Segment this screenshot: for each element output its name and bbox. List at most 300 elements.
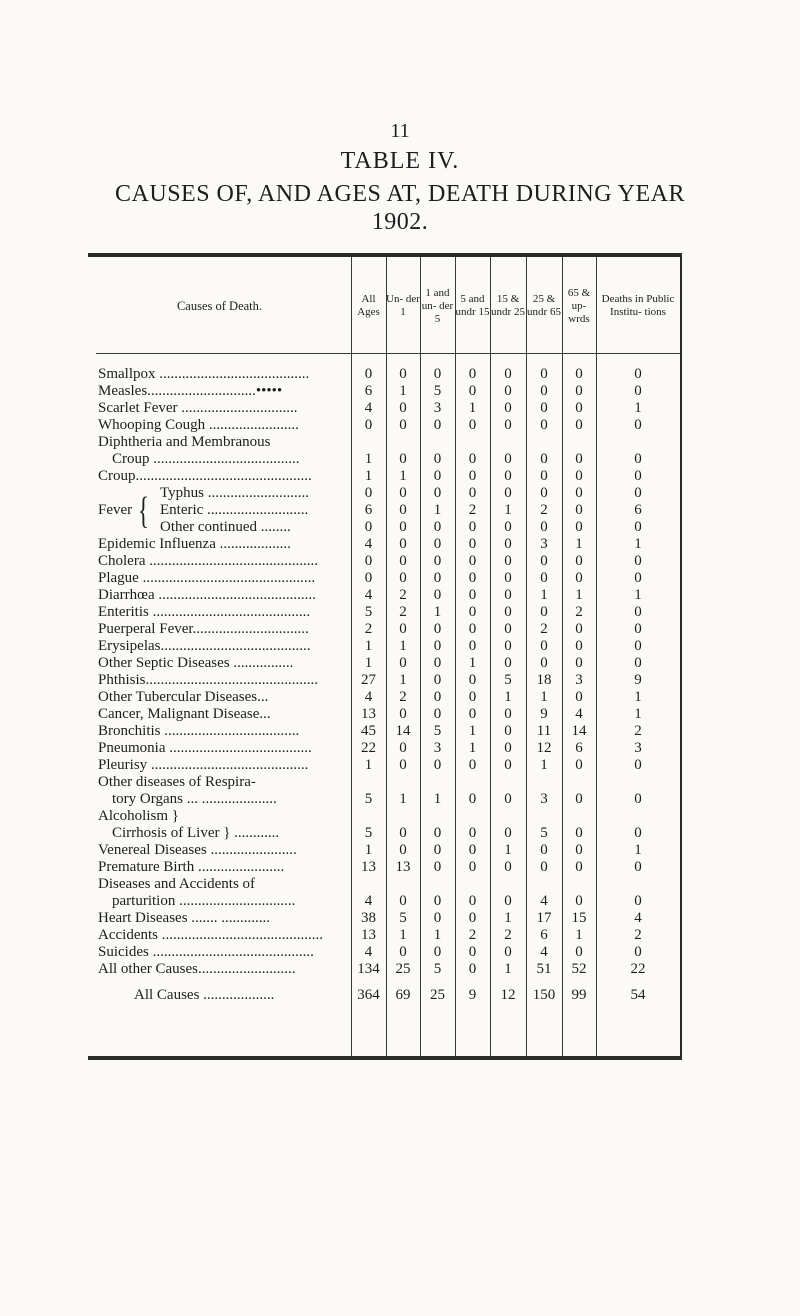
table-cell: 5 bbox=[364, 791, 373, 807]
table-cell: 1 bbox=[504, 689, 512, 705]
table-row bbox=[96, 638, 680, 655]
table-row bbox=[96, 944, 680, 961]
table-cell: 12 bbox=[500, 986, 516, 1003]
cause-label: Other Tubercular Diseases... bbox=[98, 689, 269, 705]
table-cell: 0 bbox=[634, 825, 642, 841]
table-cell: 0 bbox=[468, 604, 477, 620]
mortality-table bbox=[88, 253, 682, 1060]
table-cell: 0 bbox=[575, 485, 583, 501]
table-cell: 2 bbox=[540, 621, 548, 637]
table-cell: 0 bbox=[575, 400, 583, 416]
cause-label: Alcoholism } Cirrhosis of Liver } ............ bbox=[98, 808, 280, 841]
table-row bbox=[96, 859, 680, 876]
table-cell: 1 bbox=[468, 400, 477, 416]
table-cell: 5 bbox=[433, 383, 442, 399]
table-subtitle bbox=[0, 180, 800, 236]
table-row bbox=[96, 961, 680, 978]
table-cell: 0 bbox=[504, 791, 512, 807]
table-cell: 22 bbox=[630, 961, 646, 977]
table-row bbox=[96, 706, 680, 723]
table-cell: 0 bbox=[540, 859, 548, 875]
table-cell: 45 bbox=[361, 723, 376, 739]
table-cell: 52 bbox=[571, 961, 587, 977]
table-cell: 0 bbox=[634, 859, 642, 875]
cause-label: Diphtheria and Membranous Croup ....................................... bbox=[98, 434, 300, 467]
table-cell: 27 bbox=[361, 672, 376, 688]
header-25-under-65: 25 & undr 65 bbox=[527, 293, 561, 318]
cause-label: Accidents ........................................... bbox=[98, 927, 323, 943]
table-cell: 0 bbox=[634, 893, 642, 909]
table-cell: 2 bbox=[399, 689, 407, 705]
table-cell: 9 bbox=[634, 672, 642, 688]
header-causes: Causes of Death. bbox=[176, 298, 263, 313]
header-65-upwards: 65 & up- wrds bbox=[567, 286, 591, 325]
cause-label: Diarrhœa .......................................... bbox=[98, 587, 316, 603]
subtitle-line-1: CAUSES OF, AND AGES AT, DEATH DURING YEAR bbox=[115, 181, 685, 207]
header-under-1: Un- der 1 bbox=[386, 293, 420, 318]
cause-label: Fever { Typhus ........................... bbox=[96, 485, 351, 502]
cause-label: Scarlet Fever ............................... bbox=[98, 400, 298, 416]
table-cell: 1 bbox=[575, 587, 583, 603]
table-cell: 0 bbox=[575, 502, 583, 518]
table-cell: 4 bbox=[364, 893, 373, 909]
table-cell: 1 bbox=[468, 723, 477, 739]
table-cell: 0 bbox=[399, 842, 407, 858]
table-cell: 1 bbox=[634, 400, 642, 416]
cause-label: Venereal Diseases ....................... bbox=[98, 842, 297, 858]
table-cell: 0 bbox=[399, 740, 407, 756]
table-cell: 25 bbox=[430, 986, 445, 1003]
table-row bbox=[96, 655, 680, 672]
table-cell: 54 bbox=[630, 986, 646, 1003]
cause-label: Measles.............................••••• bbox=[98, 383, 283, 399]
table-cell: 9 bbox=[540, 706, 548, 722]
table-cell: 38 bbox=[361, 910, 376, 926]
table-cell: 0 bbox=[540, 485, 548, 501]
table-cell: 0 bbox=[575, 757, 583, 773]
table-cell: 1 bbox=[364, 757, 373, 773]
table-cell: 0 bbox=[468, 417, 477, 433]
table-row bbox=[96, 808, 680, 842]
table-cell: 4 bbox=[634, 910, 642, 926]
table-cell: 0 bbox=[634, 791, 642, 807]
table-body bbox=[96, 366, 680, 1012]
table-cell: 0 bbox=[504, 553, 512, 569]
table-cell: 3 bbox=[540, 536, 548, 552]
table-cell: 0 bbox=[634, 451, 642, 467]
table-row bbox=[96, 468, 680, 485]
table-cell: 0 bbox=[468, 859, 477, 875]
table-cell: 14 bbox=[395, 723, 411, 739]
cause-label: Diseases and Accidents of parturition ............................... bbox=[98, 876, 296, 909]
table-cell: 0 bbox=[433, 672, 442, 688]
table-cell: 0 bbox=[468, 366, 477, 382]
table-cell: 0 bbox=[575, 519, 583, 535]
table-cell: 0 bbox=[575, 842, 583, 858]
cause-label: Pneumonia ...................................... bbox=[98, 740, 312, 756]
table-cell: 1 bbox=[399, 638, 407, 654]
table-cell: 0 bbox=[433, 621, 442, 637]
table-cell: 1 bbox=[504, 910, 512, 926]
table-cell: 1 bbox=[634, 536, 642, 552]
table-cell: 0 bbox=[433, 536, 442, 552]
table-cell: 18 bbox=[536, 672, 552, 688]
table-cell: 1 bbox=[468, 655, 477, 671]
cause-label: Plague .............................................. bbox=[98, 570, 316, 586]
table-cell: 0 bbox=[575, 553, 583, 569]
table-cell: 0 bbox=[468, 383, 477, 399]
table-cell: 0 bbox=[399, 485, 407, 501]
table-cell: 5 bbox=[433, 723, 442, 739]
table-cell: 2 bbox=[540, 502, 548, 518]
table-cell: 0 bbox=[399, 825, 407, 841]
table-cell: 150 bbox=[532, 986, 556, 1003]
table-cell: 3 bbox=[634, 740, 642, 756]
table-cell: 4 bbox=[540, 944, 548, 960]
table-cell: 0 bbox=[433, 485, 442, 501]
table-row bbox=[96, 604, 680, 621]
table-cell: 0 bbox=[540, 519, 548, 535]
table-cell: 1 bbox=[575, 927, 583, 943]
table-cell: 0 bbox=[634, 468, 642, 484]
table-cell: 0 bbox=[540, 842, 548, 858]
table-cell: 0 bbox=[399, 519, 407, 535]
table-cell: 0 bbox=[634, 485, 642, 501]
table-cell: 3 bbox=[540, 791, 548, 807]
table-cell: 0 bbox=[634, 621, 642, 637]
header-5-under-15: 5 and undr 15 bbox=[455, 293, 490, 318]
table-cell: 0 bbox=[399, 536, 407, 552]
table-cell: 13 bbox=[361, 859, 376, 875]
table-cell: 0 bbox=[468, 570, 477, 586]
table-row bbox=[96, 689, 680, 706]
table-cell: 12 bbox=[536, 740, 552, 756]
table-cell: 1 bbox=[364, 468, 373, 484]
table-cell: 0 bbox=[504, 706, 512, 722]
table-cell: 6 bbox=[634, 502, 642, 518]
table-cell: 0 bbox=[504, 519, 512, 535]
table-cell: 0 bbox=[540, 366, 548, 382]
table-cell: 13 bbox=[361, 927, 376, 943]
table-cell: 0 bbox=[634, 655, 642, 671]
table-cell: 0 bbox=[468, 485, 477, 501]
table-cell: 2 bbox=[504, 927, 512, 943]
table-cell: 4 bbox=[364, 400, 373, 416]
table-cell: 6 bbox=[364, 502, 373, 518]
table-cell: 25 bbox=[395, 961, 411, 977]
table-cell: 3 bbox=[433, 740, 442, 756]
table-cell: 0 bbox=[540, 570, 548, 586]
table-row bbox=[96, 383, 680, 400]
cause-label: Enteric ........................... bbox=[160, 502, 309, 518]
table-cell: 0 bbox=[433, 366, 442, 382]
table-cell: 0 bbox=[364, 570, 373, 586]
table-cell: 0 bbox=[575, 468, 583, 484]
table-cell: 1 bbox=[364, 451, 373, 467]
table-cell: 0 bbox=[468, 468, 477, 484]
fever-group-label: Fever bbox=[98, 502, 133, 518]
header-15-under-25: 15 & undr 25 bbox=[491, 293, 525, 318]
table-cell: 1 bbox=[634, 689, 642, 705]
table-cell: 0 bbox=[540, 655, 548, 671]
table-cell: 0 bbox=[504, 383, 512, 399]
table-cell: 0 bbox=[468, 944, 477, 960]
table-cell: 0 bbox=[468, 451, 477, 467]
table-cell: 0 bbox=[433, 638, 442, 654]
table-cell: 0 bbox=[468, 825, 477, 841]
cause-label: Phthisis.............................................. bbox=[98, 672, 319, 688]
table-cell: 3 bbox=[575, 672, 583, 688]
table-row bbox=[96, 400, 680, 417]
table-cell: 0 bbox=[634, 944, 642, 960]
table-cell: 0 bbox=[504, 451, 512, 467]
cause-label: Bronchitis .................................... bbox=[98, 723, 300, 739]
table-cell: 0 bbox=[433, 706, 442, 722]
table-row bbox=[96, 757, 680, 774]
table-cell: 1 bbox=[433, 502, 442, 518]
table-cell: 0 bbox=[399, 893, 407, 909]
table-title: TABLE IV. bbox=[340, 148, 460, 174]
cause-label: Premature Birth ....................... bbox=[98, 859, 285, 875]
table-cell: 0 bbox=[575, 638, 583, 654]
table-cell: 0 bbox=[634, 417, 642, 433]
table-cell: 11 bbox=[536, 723, 552, 739]
table-cell: 0 bbox=[504, 604, 512, 620]
table-cell: 0 bbox=[540, 383, 548, 399]
table-cell: 0 bbox=[575, 859, 583, 875]
table-cell: 0 bbox=[634, 570, 642, 586]
table-cell: 4 bbox=[364, 587, 373, 603]
table-cell: 15 bbox=[571, 910, 587, 926]
table-cell: 0 bbox=[399, 553, 407, 569]
table-cell: 0 bbox=[468, 791, 477, 807]
table-cell: 0 bbox=[575, 655, 583, 671]
table-cell: 1 bbox=[540, 757, 548, 773]
table-cell: 0 bbox=[575, 570, 583, 586]
table-cell: 0 bbox=[399, 706, 407, 722]
data-table bbox=[96, 366, 680, 1012]
table-cell: 69 bbox=[395, 986, 411, 1003]
table-cell: 0 bbox=[575, 944, 583, 960]
table-cell: 14 bbox=[571, 723, 587, 739]
table-cell: 0 bbox=[504, 723, 512, 739]
table-cell: 3 bbox=[433, 400, 442, 416]
table-cell: 0 bbox=[504, 417, 512, 433]
table-cell: 0 bbox=[575, 689, 583, 705]
cause-label: Suicides ........................................... bbox=[98, 944, 314, 960]
table-cell: 0 bbox=[540, 400, 548, 416]
table-cell: 0 bbox=[433, 417, 442, 433]
table-cell: 6 bbox=[364, 383, 373, 399]
table-cell: 1 bbox=[399, 672, 407, 688]
table-cell: 51 bbox=[536, 961, 552, 977]
table-cell: 0 bbox=[468, 961, 477, 977]
table-cell: 0 bbox=[433, 519, 442, 535]
table-cell: 0 bbox=[504, 366, 512, 382]
table-cell: 2 bbox=[468, 927, 477, 943]
table-cell: 0 bbox=[399, 502, 407, 518]
table-cell: 0 bbox=[504, 757, 512, 773]
table-cell: 0 bbox=[540, 468, 548, 484]
table-cell: 5 bbox=[540, 825, 548, 841]
cause-label: Pleurisy .......................................... bbox=[98, 757, 309, 773]
table-cell: 1 bbox=[634, 842, 642, 858]
header-rule bbox=[96, 353, 680, 354]
table-cell: 1 bbox=[540, 587, 548, 603]
table-cell: 0 bbox=[575, 825, 583, 841]
table-cell: 0 bbox=[504, 468, 512, 484]
table-row bbox=[96, 876, 680, 910]
table-cell: 0 bbox=[468, 553, 477, 569]
table-cell: 0 bbox=[468, 672, 477, 688]
table-cell: 2 bbox=[399, 587, 407, 603]
subtitle-line-2: 1902. bbox=[371, 209, 429, 235]
table-row bbox=[96, 536, 680, 553]
table-cell: 0 bbox=[468, 519, 477, 535]
table-cell: 1 bbox=[399, 791, 407, 807]
table-cell: 2 bbox=[575, 604, 583, 620]
table-cell: 2 bbox=[399, 604, 407, 620]
table-cell: 1 bbox=[364, 842, 373, 858]
cause-label: Erysipelas........................................ bbox=[98, 638, 311, 654]
table-cell: 2 bbox=[634, 927, 642, 943]
table-row bbox=[96, 587, 680, 604]
table-cell: 0 bbox=[468, 638, 477, 654]
table-cell: 0 bbox=[575, 893, 583, 909]
table-cell: 0 bbox=[468, 910, 477, 926]
table-cell: 0 bbox=[504, 859, 512, 875]
table-cell: 0 bbox=[433, 451, 442, 467]
table-cell: 0 bbox=[433, 944, 442, 960]
table-cell: 2 bbox=[634, 723, 642, 739]
table-cell: 0 bbox=[540, 451, 548, 467]
cause-label: All other Causes.......................... bbox=[98, 961, 296, 977]
table-cell: 0 bbox=[468, 689, 477, 705]
table-cell: 0 bbox=[634, 757, 642, 773]
cause-label: Epidemic Influenza ................... bbox=[98, 536, 291, 552]
cause-label: Other diseases of Respira- tory Organs ... .................... bbox=[98, 774, 277, 807]
table-row bbox=[96, 434, 680, 468]
table-row bbox=[96, 672, 680, 689]
table-row bbox=[96, 553, 680, 570]
table-cell: 0 bbox=[468, 621, 477, 637]
table-cell: 0 bbox=[504, 570, 512, 586]
table-cell: 0 bbox=[468, 536, 477, 552]
table-cell: 0 bbox=[504, 485, 512, 501]
table-cell: 0 bbox=[433, 689, 442, 705]
table-cell: 17 bbox=[536, 910, 552, 926]
table-cell: 6 bbox=[540, 927, 548, 943]
table-cell: 0 bbox=[399, 366, 407, 382]
table-cell: 0 bbox=[634, 366, 642, 382]
table-cell: 0 bbox=[468, 587, 477, 603]
table-top-rule bbox=[88, 253, 682, 257]
table-cell: 0 bbox=[575, 417, 583, 433]
table-cell: 1 bbox=[364, 655, 373, 671]
table-cell: 0 bbox=[504, 536, 512, 552]
table-cell: 4 bbox=[575, 706, 583, 722]
table-cell: 0 bbox=[433, 655, 442, 671]
total-label: All Causes ................... bbox=[134, 986, 275, 1003]
table-cell: 1 bbox=[540, 689, 548, 705]
table-cell: 0 bbox=[504, 621, 512, 637]
table-cell: 1 bbox=[399, 927, 407, 943]
table-cell: 0 bbox=[364, 553, 373, 569]
table-cell: 4 bbox=[364, 689, 373, 705]
table-cell: 0 bbox=[399, 655, 407, 671]
table-cell: 5 bbox=[433, 961, 442, 977]
table-cell: 9 bbox=[468, 986, 477, 1003]
table-cell: 0 bbox=[634, 383, 642, 399]
cause-label: Cancer, Malignant Disease... bbox=[98, 706, 271, 722]
table-cell: 0 bbox=[468, 757, 477, 773]
cause-label: Puerperal Fever............................... bbox=[98, 621, 309, 637]
table-cell: 13 bbox=[395, 859, 411, 875]
table-cell: 0 bbox=[634, 638, 642, 654]
table-cell: 1 bbox=[468, 740, 477, 756]
table-cell: 0 bbox=[504, 400, 512, 416]
table-cell: 4 bbox=[364, 536, 373, 552]
table-cell: 1 bbox=[433, 927, 442, 943]
cause-label: Other continued ........ bbox=[160, 519, 291, 535]
table-cell: 0 bbox=[575, 791, 583, 807]
table-row bbox=[96, 621, 680, 638]
cause-label: Croup............................................... bbox=[98, 468, 312, 484]
table-cell: 1 bbox=[634, 587, 642, 603]
table-cell: 1 bbox=[399, 468, 407, 484]
table-row bbox=[96, 723, 680, 740]
cause-label: Heart Diseases ....... ............. bbox=[98, 910, 271, 926]
table-row bbox=[96, 740, 680, 757]
table-cell: 0 bbox=[433, 587, 442, 603]
table-cell: 0 bbox=[575, 383, 583, 399]
table-cell: 0 bbox=[364, 519, 373, 535]
table-row bbox=[96, 842, 680, 859]
table-cell: 0 bbox=[575, 366, 583, 382]
table-cell: 1 bbox=[504, 502, 512, 518]
table-row bbox=[96, 910, 680, 927]
table-cell: 1 bbox=[364, 638, 373, 654]
table-cell: 5 bbox=[364, 825, 373, 841]
header-1-under-5: 1 and un- der 5 bbox=[421, 286, 454, 325]
table-cell: 0 bbox=[504, 638, 512, 654]
table-row bbox=[96, 366, 680, 383]
table-cell: 1 bbox=[399, 383, 407, 399]
table-cell: 0 bbox=[433, 859, 442, 875]
table-cell: 0 bbox=[540, 638, 548, 654]
table-cell: 0 bbox=[634, 604, 642, 620]
page-number: 11 bbox=[390, 120, 410, 142]
table-cell: 6 bbox=[575, 740, 583, 756]
table-cell: 2 bbox=[364, 621, 373, 637]
table-cell: 0 bbox=[433, 842, 442, 858]
table-row bbox=[96, 570, 680, 587]
table-bottom-rule bbox=[88, 1056, 682, 1060]
table-cell: 4 bbox=[364, 944, 373, 960]
table-cell: 0 bbox=[433, 553, 442, 569]
table-cell: 0 bbox=[504, 587, 512, 603]
header-all-ages: All Ages bbox=[357, 293, 380, 318]
total-row bbox=[96, 978, 680, 1012]
table-cell: 0 bbox=[399, 570, 407, 586]
table-cell: 0 bbox=[468, 706, 477, 722]
table-cell: 5 bbox=[364, 604, 373, 620]
header-deaths-public: Deaths in Public Institu- tions bbox=[601, 293, 675, 318]
table-cell: 13 bbox=[361, 706, 376, 722]
table-cell: 364 bbox=[357, 986, 380, 1003]
cause-label: Other Septic Diseases ................ bbox=[98, 655, 294, 671]
table-cell: 0 bbox=[364, 485, 373, 501]
